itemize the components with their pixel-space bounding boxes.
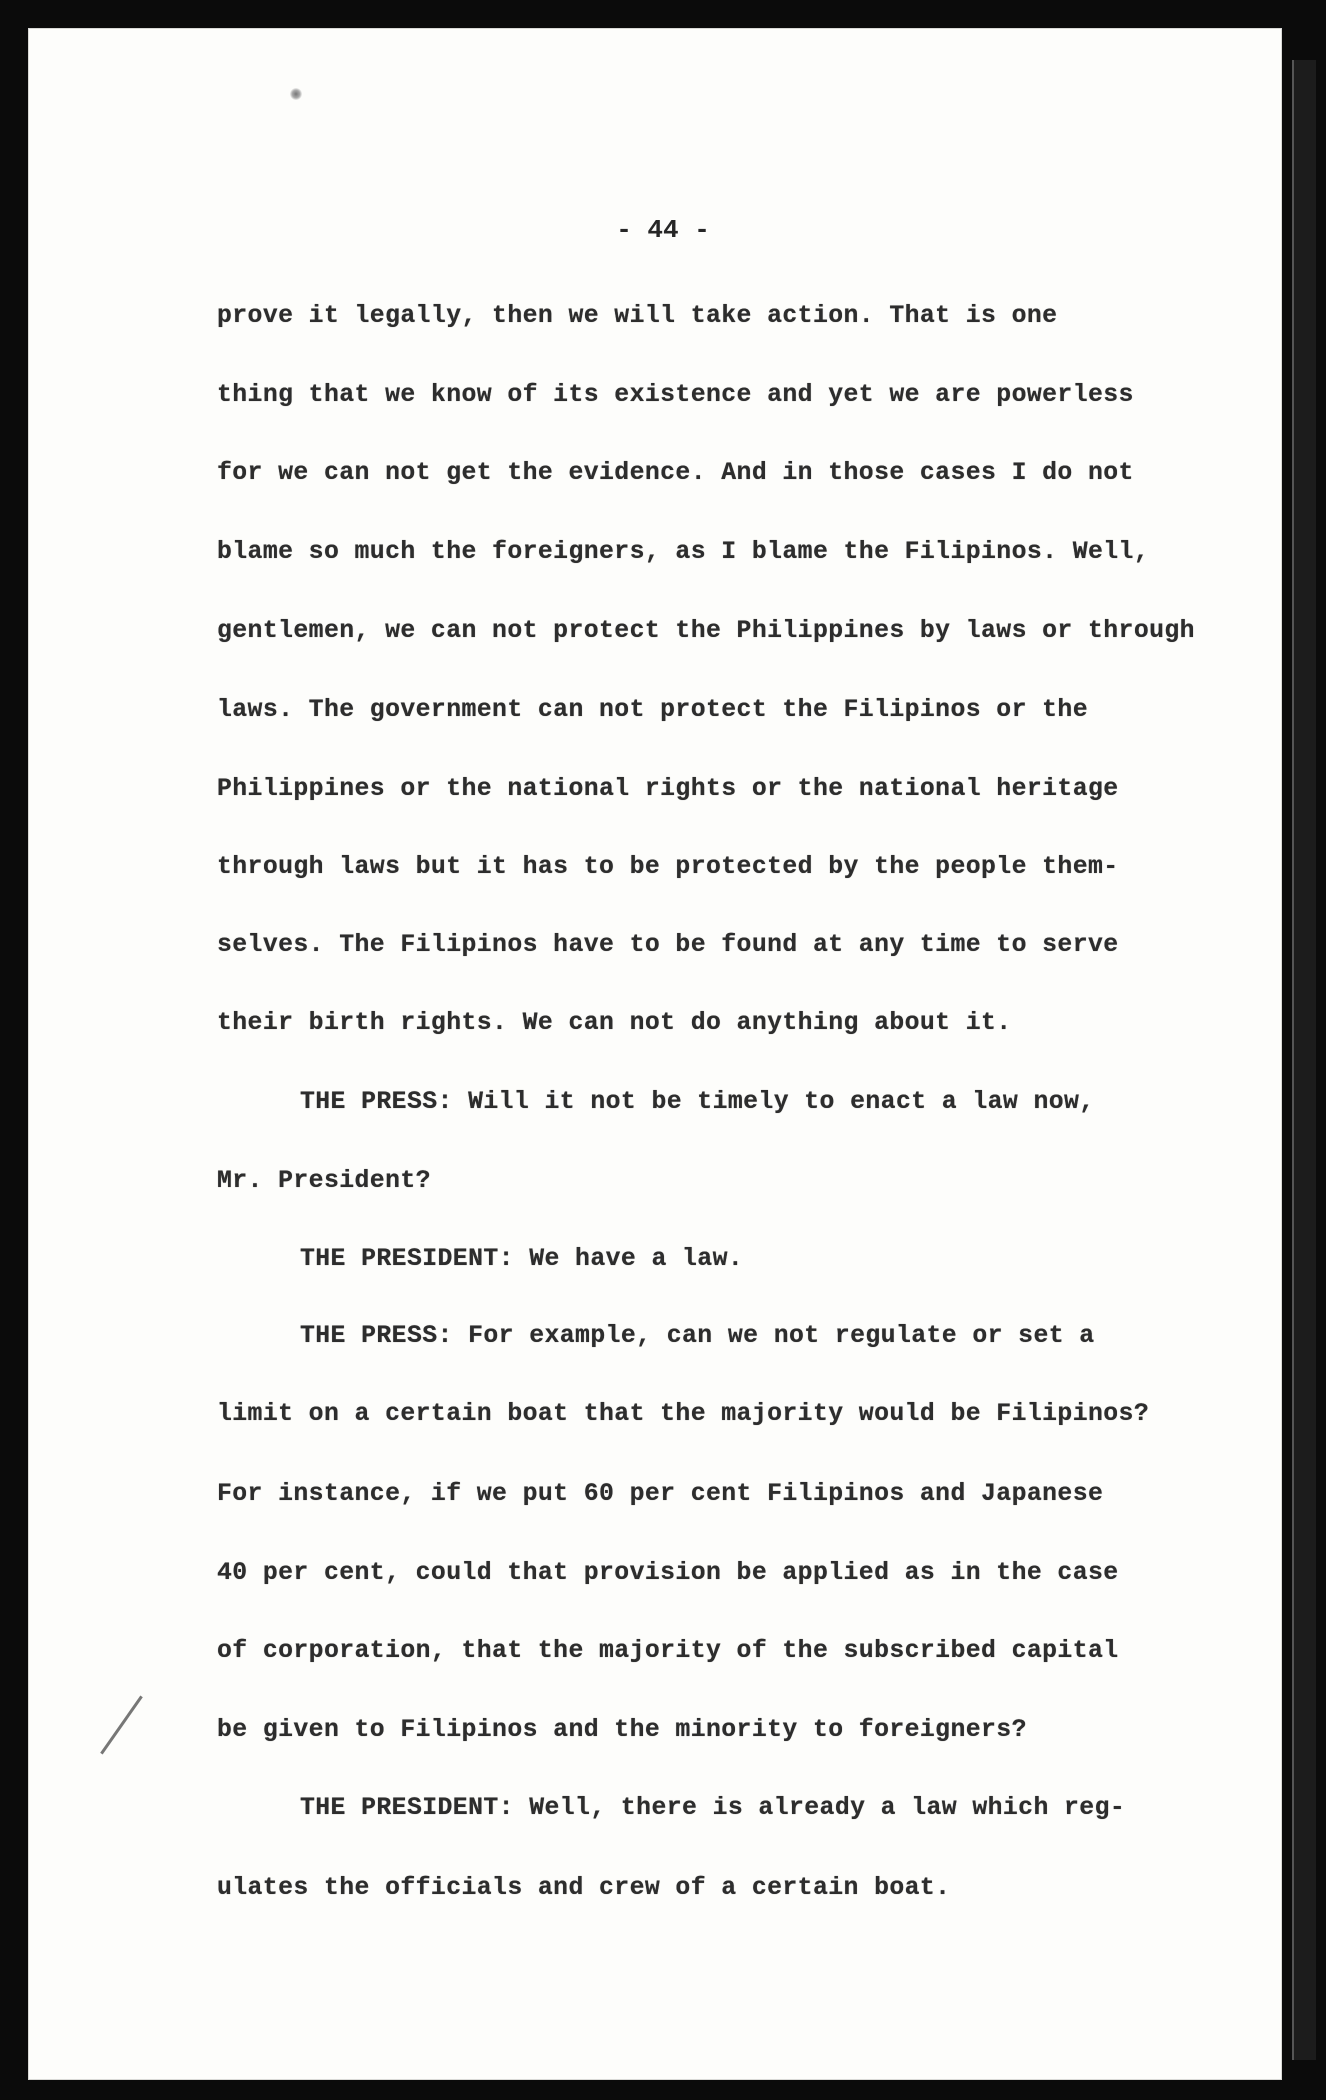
text-line: of corporation, that the majority of the subscribed capital xyxy=(217,1637,1119,1665)
text-line: their birth rights. We can not do anything about it. xyxy=(217,1009,1012,1037)
text-line: limit on a certain boat that the majority would be Filipinos? xyxy=(217,1400,1150,1428)
text-line: for we can not get the evidence. And in those cases I do not xyxy=(217,459,1134,487)
text-line: blame so much the foreigners, as I blame the Filipinos. Well, xyxy=(217,538,1150,566)
text-line: be given to Filipinos and the minority to foreigners? xyxy=(217,1716,1027,1744)
speaker-line: THE PRESIDENT: Well, there is already a law which reg- xyxy=(300,1794,1126,1822)
text-line: ulates the officials and crew of a certain boat. xyxy=(217,1874,951,1902)
text-line: gentlemen, we can not protect the Philippines by laws or through xyxy=(217,617,1195,645)
text-line: For instance, if we put 60 per cent Filipinos and Japanese xyxy=(217,1480,1104,1508)
speaker-line: THE PRESS: For example, can we not regulate or set a xyxy=(300,1322,1095,1350)
text-line: through laws but it has to be protected by the people them- xyxy=(217,853,1119,881)
text-line: 40 per cent, could that provision be applied as in the case xyxy=(217,1559,1119,1587)
page-number: - 44 - xyxy=(616,215,710,245)
page-edge-shadow xyxy=(1292,60,1316,2060)
text-line: selves. The Filipinos have to be found at any time to serve xyxy=(217,931,1119,959)
paper-page xyxy=(28,28,1282,2080)
text-line: Mr. President? xyxy=(217,1167,431,1195)
text-line: Philippines or the national rights or the national heritage xyxy=(217,775,1119,803)
text-line: thing that we know of its existence and yet we are powerless xyxy=(217,381,1134,409)
text-line: prove it legally, then we will take action. That is one xyxy=(217,302,1058,330)
ink-smudge xyxy=(290,88,302,100)
speaker-line: THE PRESS: Will it not be timely to enact a law now, xyxy=(300,1088,1095,1116)
text-line: laws. The government can not protect the Filipinos or the xyxy=(217,696,1088,724)
speaker-line: THE PRESIDENT: We have a law. xyxy=(300,1245,744,1273)
